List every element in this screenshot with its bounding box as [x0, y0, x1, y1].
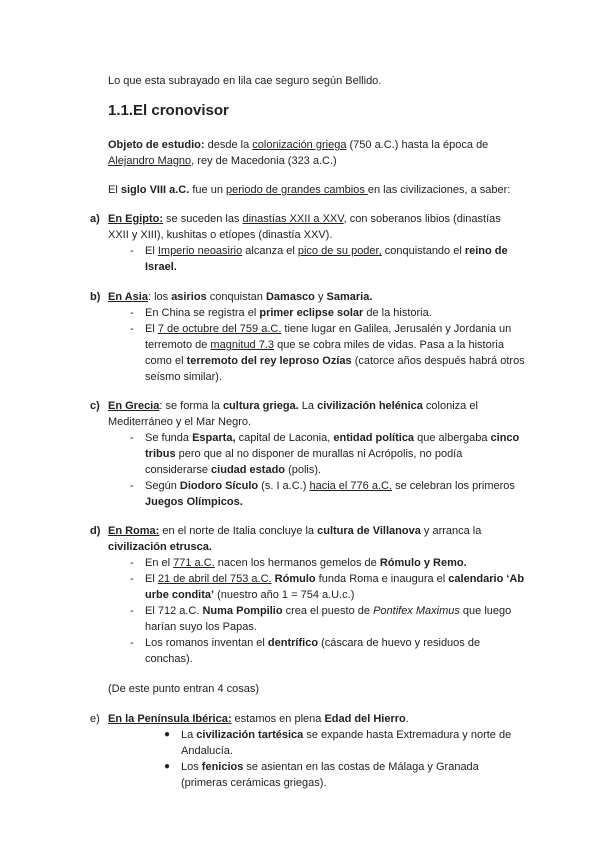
dash-marker: -: [130, 605, 134, 617]
fecha-gemelos: 771 a.C.: [173, 557, 215, 569]
asia-sub-2-line-3: [145, 353, 525, 369]
egipto-line-1: [108, 211, 501, 227]
romulo: Rómulo: [271, 573, 316, 585]
text: (cáscara de huevo y residuos de: [318, 637, 481, 649]
text: se asientan en las costas de Málaga y Granada: [243, 761, 479, 773]
asia-sub-2-line-2: [145, 337, 504, 353]
text: Se funda: [145, 432, 193, 444]
list-marker-d: d): [90, 525, 101, 537]
text: considerarse: [145, 464, 212, 476]
fenicios: fenicios: [201, 761, 244, 773]
text: y: [314, 291, 327, 303]
list-marker-c: c): [90, 400, 100, 412]
text: El: [108, 184, 121, 196]
text: en las civilizaciones, a saber:: [367, 184, 511, 196]
diodoro-siculo: Diodoro Sículo: [179, 480, 259, 492]
text: capital de Laconia,: [235, 432, 334, 444]
pontifex-maximus: Pontifex Maximus: [373, 605, 460, 617]
pico-poder: pico de su poder,: [297, 245, 382, 257]
asia-line-1: [108, 289, 372, 305]
text: La: [298, 400, 318, 412]
text: desde la: [204, 139, 253, 151]
roma-title: En Roma:: [108, 525, 160, 537]
cultura-griega: cultura griega.: [222, 400, 299, 412]
dash-marker: -: [130, 432, 134, 444]
bullet-marker: ●: [164, 761, 171, 772]
dash-marker: -: [130, 480, 134, 492]
text: tiene lugar en Galilea, Jerusalén y Jordania un: [281, 323, 512, 335]
asia-sub-2-line-4: seísmo similar).: [145, 371, 223, 383]
text: (catorce años después habrá otros: [351, 355, 525, 367]
imperio-neoasirio: Imperio neoasirio: [157, 245, 243, 257]
iberica-title: En la Península Ibérica:: [108, 713, 232, 725]
dash-marker: -: [130, 573, 134, 585]
siglo-viii: siglo VIII a.C.: [120, 184, 190, 196]
asirios: asirios: [171, 291, 207, 303]
text: conquistando el: [381, 245, 465, 257]
text: funda Roma e inaugura el: [315, 573, 449, 585]
text: El: [145, 323, 158, 335]
civilizacion-helenica: civilización helénica: [317, 400, 423, 412]
asia-sub-2: [145, 321, 511, 337]
text: Según: [145, 480, 180, 492]
text: (nuestro año 1 = 754 a.U.c.): [214, 589, 355, 601]
eclipse-solar: primer eclipse solar: [259, 307, 364, 319]
iberica-line-1: [108, 711, 409, 727]
fecha-juegos: hacia el 776 a.C.: [309, 480, 393, 492]
iberica-sub-2: [181, 759, 479, 775]
text: estamos en plena: [231, 713, 325, 725]
asia-sub-1: [145, 305, 432, 321]
text: fue un: [189, 184, 227, 196]
text: (750 a.C.) hasta la época de: [346, 139, 489, 151]
egipto-line-2: XXII y XIII), kushitas o etíopes (dinastía XXV).: [108, 229, 333, 241]
roma-sub-2: [145, 571, 524, 587]
civilizacion-tartesica: civilización tartésica: [196, 729, 304, 741]
text: Los: [181, 761, 202, 773]
text: en el norte de Italia concluye la: [159, 525, 318, 537]
grecia-line-1: [108, 398, 478, 414]
text: (s. I a.C.): [258, 480, 310, 492]
egipto-sub-1: [145, 243, 508, 259]
bullet-marker: ●: [164, 729, 171, 740]
text: se suceden las: [163, 213, 243, 225]
text: conquistan: [206, 291, 266, 303]
reino-israel: reino de: [464, 245, 508, 257]
roma-line-1: [108, 523, 481, 539]
grecia-sub-2: [145, 478, 515, 494]
objeto-line-1: [108, 137, 488, 153]
siglo-line: [108, 182, 510, 198]
dash-marker: -: [130, 557, 134, 569]
text: coloniza el: [422, 400, 478, 412]
roma-line-2: civilización etrusca.: [108, 541, 212, 553]
romulo-remo: Rómulo y Remo.: [379, 557, 467, 569]
text: y arranca la: [420, 525, 482, 537]
fecha-terremoto: 7 de octubre del 759 a.C.: [157, 323, 282, 335]
roma-sub-1: [145, 555, 467, 571]
text: que se cobra miles de vidas. Pasa a la historia: [274, 339, 504, 351]
list-marker-b: b): [90, 291, 101, 303]
roma-sub-2-line-2: [145, 587, 354, 603]
calendario: calendario ‘Ab: [448, 573, 525, 585]
text: , con soberanos libios (dinastías: [343, 213, 501, 225]
dash-marker: -: [130, 637, 134, 649]
roma-sub-3-line-2: harían suyo los Papas.: [145, 621, 257, 633]
grecia-sub-1-line-3: [145, 462, 321, 478]
iberica-sub-1: [181, 727, 511, 743]
urbe-condita: urbe condita’: [145, 589, 215, 601]
egipto-title: En Egipto:: [108, 213, 163, 225]
note-line: (De este punto entran 4 cosas): [108, 683, 260, 695]
tribus: tribus: [145, 448, 176, 460]
text: de la historia.: [363, 307, 432, 319]
section-heading: 1.1.El cronovisor: [108, 102, 229, 119]
cinco-tribus: cinco: [490, 432, 520, 444]
esparta: Esparta,: [192, 432, 236, 444]
roma-sub-4: [145, 635, 480, 651]
grecia-sub-1-line-2: [145, 446, 462, 462]
text: : se forma la: [159, 400, 223, 412]
intro-note: Lo que esta subrayado en lila cae seguro según Bellido.: [108, 75, 382, 87]
list-marker-e: e): [90, 713, 100, 725]
cultura-villanova: cultura de Villanova: [317, 525, 421, 537]
text: (polis).: [285, 464, 322, 476]
text: terremoto de: [145, 339, 211, 351]
dash-marker: -: [130, 307, 134, 319]
grecia-sub-1: [145, 430, 519, 446]
text: se expande hasta Extremadura y norte de: [303, 729, 512, 741]
text: En China se registra el: [145, 307, 260, 319]
iberica-sub-2-line-2: (primeras cerámicas griegas).: [181, 777, 327, 789]
magnitud: magnitud 7.3: [210, 339, 275, 351]
objeto-label: Objeto de estudio:: [108, 139, 205, 151]
text: pero que al no disponer de murallas ni Acrópolis, no podía: [175, 448, 463, 460]
text: El 712 a.C.: [145, 605, 203, 617]
text: La: [181, 729, 197, 741]
samaria: Samaria.: [326, 291, 373, 303]
colonizacion-griega: colonización griega: [252, 139, 347, 151]
grecia-sub-2-line-2: Juegos Olímpicos.: [145, 496, 243, 508]
ciudad-estado: ciudad estado: [211, 464, 286, 476]
asia-title: En Asia: [108, 291, 148, 303]
roma-sub-4-line-2: conchas).: [145, 653, 193, 665]
terremoto-ozias: terremoto del rey leproso Ozías: [186, 355, 352, 367]
entidad-politica: entidad política: [333, 432, 415, 444]
text: nacen los hermanos gemelos de: [214, 557, 380, 569]
iberica-sub-1-line-2: Andalucía.: [181, 745, 233, 757]
grecia-title: En Grecia: [108, 400, 160, 412]
egipto-sub-1-line-2: Israel.: [145, 261, 177, 273]
objeto-line-2: [108, 153, 337, 169]
text: En el: [145, 557, 174, 569]
fecha-fundacion: 21 de abril del 753 a.C.: [157, 573, 272, 585]
text: El: [145, 573, 158, 585]
text: que luego: [459, 605, 512, 617]
list-marker-a: a): [90, 213, 100, 225]
dash-marker: -: [130, 245, 134, 257]
dentrifico: dentrífico: [267, 637, 319, 649]
roma-sub-3: [145, 603, 511, 619]
damasco: Damasco: [265, 291, 315, 303]
text: alcanza el: [242, 245, 298, 257]
text: Los romanos inventan el: [145, 637, 268, 649]
dash-marker: -: [130, 323, 134, 335]
text: crea el puesto de: [282, 605, 374, 617]
text: como el: [145, 355, 187, 367]
text: : los: [147, 291, 172, 303]
text: , rey de Macedonia (323 a.C.): [191, 155, 337, 167]
text: se celebran los primeros: [392, 480, 515, 492]
alejandro-magno: Alejandro Magno: [108, 155, 192, 167]
text: .: [405, 713, 409, 725]
text: que albergaba: [414, 432, 491, 444]
periodo-cambios: periodo de grandes cambios: [226, 184, 368, 196]
text: El: [145, 245, 158, 257]
numa-pompilio: Numa Pompilio: [202, 605, 283, 617]
edad-hierro: Edad del Hierro: [324, 713, 406, 725]
dinastias: dinastías XXII a XXV: [242, 213, 344, 225]
grecia-line-2: Mediterráneo y el Mar Negro.: [108, 416, 252, 428]
